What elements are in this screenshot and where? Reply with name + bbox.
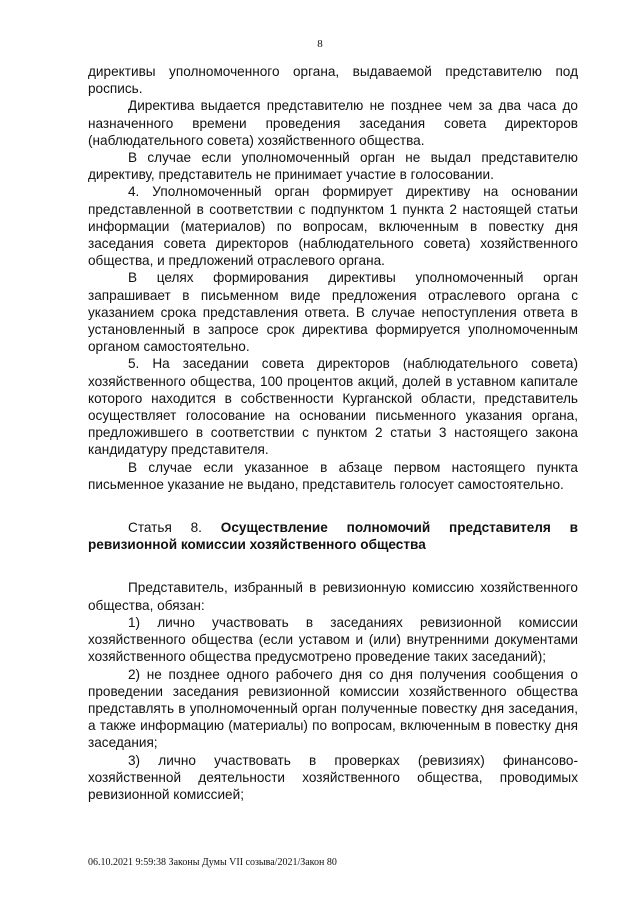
list-item: 2) не позднее одного рабочего дня со дня получения сообщения о проведении заседания ревизионной комиссии хозяйственного общества представлять в уполномоченный орган полученные повестку дня заседания, а также информацию (материалы) по вопросам, включенным в повестку дня заседания; xyxy=(88,666,578,751)
document-body xyxy=(88,63,578,803)
page-footer: 06.10.2021 9:59:38 Законы Думы VII созыва/2021/Закон 80 xyxy=(88,857,337,868)
article-heading xyxy=(88,519,578,553)
paragraph: 5. На заседании совета директоров (наблюдательного совета) хозяйственного общества, 100 процентов акций, долей в уставном капитале которого находится в собственности Курганской области, представитель осуществляет голосование на основании письменного указания органа, предложившего в соответствии с пунктом 2 статьи 3 настоящего закона кандидатуру представителя. xyxy=(88,356,578,458)
paragraph: 4. Уполномоченный орган формирует директиву на основании представленной в соответствии с подпунктом 1 пункта 2 настоящей статьи информации (материалов) по вопросам, включенным в повестку дня заседания совета директоров (наблюдательного совета) хозяйственного общества, и предложений отраслевого органа. xyxy=(88,184,578,269)
list-item: 1) лично участвовать в заседаниях ревизионной комиссии хозяйственного общества (если уставом и (или) внутренними документами хозяйственного общества предусмотрено проведение таких заседаний); xyxy=(88,614,578,665)
article-title: Осуществление полномочий представителя в ревизионной комиссии хозяйственного общества xyxy=(88,520,578,553)
paragraph: директивы уполномоченного органа, выдаваемой представителю под роспись. xyxy=(88,64,578,97)
paragraph: Директива выдается представителю не позднее чем за два часа до назначенного времени проведения заседания совета директоров (наблюдательного совета) хозяйственного общества. xyxy=(88,98,578,148)
page-number: 8 xyxy=(317,38,323,50)
paragraph: Представитель, избранный в ревизионную комиссию хозяйственного общества, обязан: xyxy=(88,580,578,613)
list-item: 3) лично участвовать в проверках (ревизиях) финансово-хозяйственной деятельности хозяйственного общества, проводимых ревизионной комиссией; xyxy=(88,752,578,802)
article-number: Статья 8. xyxy=(128,520,221,536)
paragraph: В целях формирования директивы уполномоченный орган запрашивает в письменном виде предложения отраслевого органа с указанием срока представления ответа. В случае непоступления ответа в установленный в запросе срок директива формируется уполномоченным органом самостоятельно. xyxy=(88,270,578,355)
paragraph: В случае если указанное в абзаце первом настоящего пункта письменное указание не выдано, представитель голосует самостоятельно. xyxy=(88,459,578,492)
paragraph: В случае если уполномоченный орган не выдал представителю директиву, представитель не принимает участие в голосовании. xyxy=(88,150,578,183)
